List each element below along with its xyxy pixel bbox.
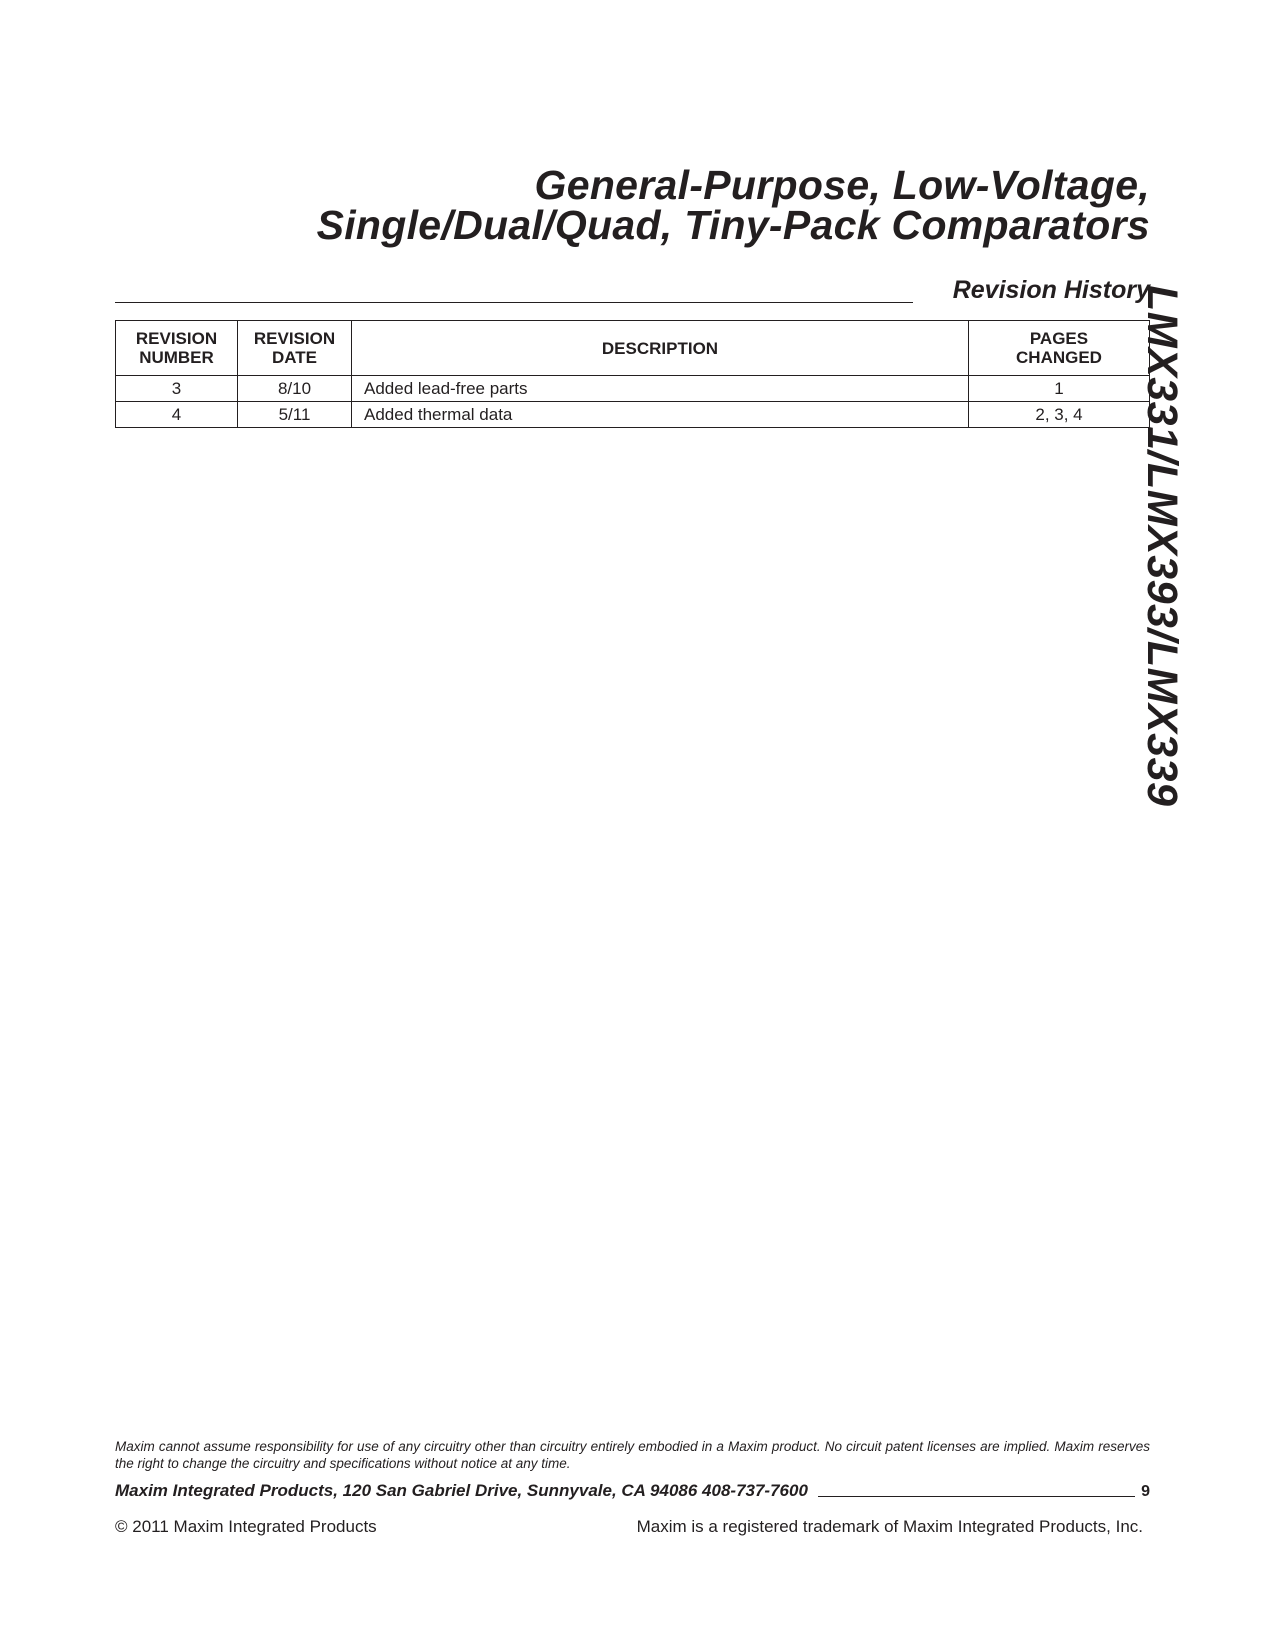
page-number: 9 [1141,1483,1150,1500]
copyright-notice: © 2011 Maxim Integrated Products [115,1517,377,1536]
cell-revision-date: 8/10 [238,376,352,402]
revision-history-table [115,320,1150,428]
company-address: Maxim Integrated Products, 120 San Gabriel Drive, Sunnyvale, CA 94086 408-737-7600 [115,1481,808,1500]
title-line-1: General-Purpose, Low-Voltage, [534,162,1150,208]
cell-description: Added thermal data [352,402,969,428]
cell-pages-changed: 1 [969,376,1150,402]
revision-history-heading: Revision History [952,276,1150,304]
trademark-notice: Maxim is a registered trademark of Maxim Integrated Products, Inc. [636,1517,1143,1536]
column-header-date: REVISION DATE [238,321,352,376]
cell-pages-changed: 2, 3, 4 [969,402,1150,428]
table-row [116,402,1150,428]
column-header-number: REVISION NUMBER [116,321,238,376]
address-line [115,1481,1150,1501]
cell-revision-date: 5/11 [238,402,352,428]
column-header-description: DESCRIPTION [352,321,969,376]
side-part-numbers: LMX331/LMX393/LMX339 [1138,285,1186,807]
section-divider [115,302,913,303]
table-row [116,376,1150,402]
cell-description: Added lead-free parts [352,376,969,402]
cell-revision-number: 4 [116,402,238,428]
legal-disclaimer: Maxim cannot assume responsibility for use of any circuitry other than circuitry entirely embodied in a Maxim product. No circuit patent licenses are implied. Maxim reserves the right to change the circuitry and specifications without notice at any time. [115,1439,1150,1471]
footer-rule [818,1496,1135,1497]
cell-revision-number: 3 [116,376,238,402]
table-header-row [116,321,1150,376]
page-title [150,162,1150,248]
column-header-pages: PAGES CHANGED [969,321,1150,376]
title-line-2: Single/Dual/Quad, Tiny-Pack Comparators [316,202,1150,248]
